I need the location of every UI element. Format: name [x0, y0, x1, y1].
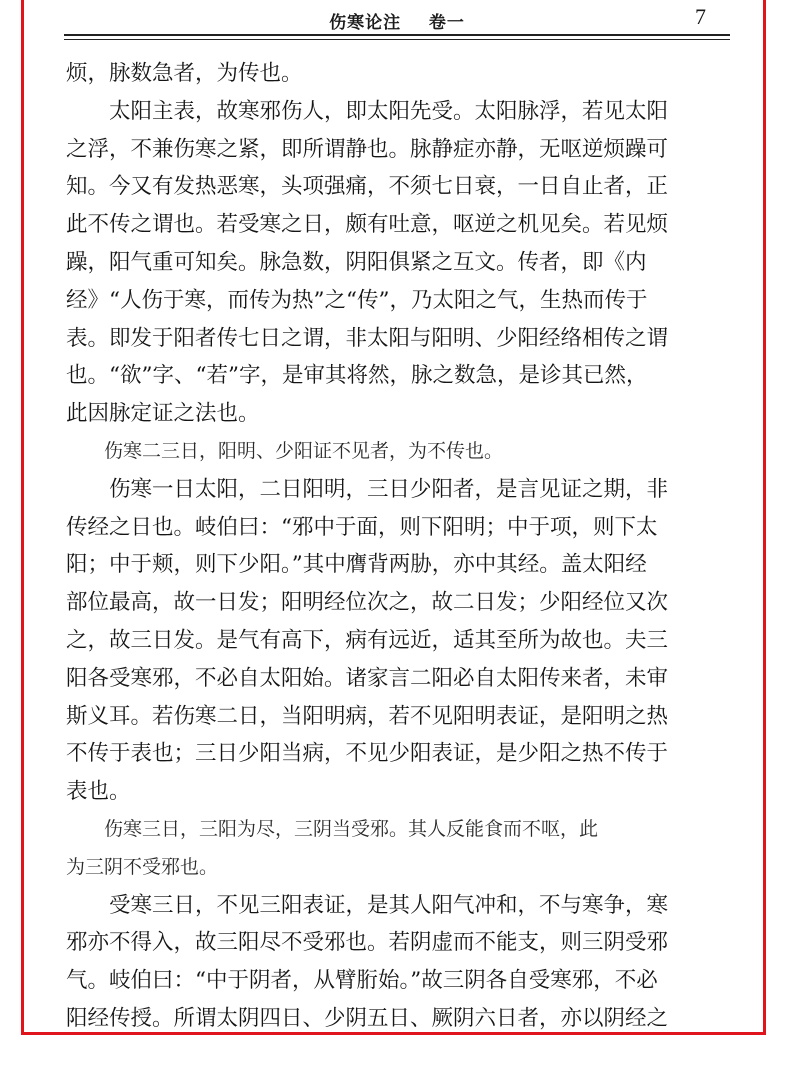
text-line: 不传于表也；三日少阳当病，不见少阳表证，是少阳之热不传于	[66, 741, 669, 767]
text-line: 受寒三日，不见三阳表证，是其人阳气冲和，不与寒争，寒	[66, 892, 669, 918]
text-line: 气。岐伯曰：“中于阴者，从臂胻始。”故三阴各自受寒邪，不必	[66, 968, 658, 994]
text-line: 伤寒一日太阳，二日阳明，三日少阳者，是言见证之期，非	[66, 476, 669, 502]
header-rule-thin	[64, 39, 730, 40]
text-line: 此不传之谓也。若受寒之日，颇有吐意，呕逆之机见矣。若见烦	[66, 212, 669, 238]
text-line: 经》“人伤于寒，而传为热”之“传”，乃太阳之气，生热而传于	[66, 287, 648, 313]
text-line: 躁，阳气重可知矣。脉急数，阴阳俱紧之互文。传者，即《内	[66, 249, 647, 275]
text-line: 表。即发于阳者传七日之谓，非太阳与阳明、少阳经络相传之谓	[66, 325, 669, 351]
quoted-text-line: 伤寒二三日，阳明、少阳证不见者，为不传也。	[66, 439, 504, 462]
text-line: 部位最高，故一日发；阳明经位次之，故二日发；少阳经位又次	[66, 590, 669, 616]
text-line: 斯义耳。若伤寒二日，当阳明病，若不见阳明表证，是阳明之热	[66, 703, 669, 729]
text-line: 阳各受寒邪，不必自太阳始。诸家言二阳必自太阳传来者，未审	[66, 665, 669, 691]
body-text	[66, 55, 730, 1038]
text-line: 太阳主表，故寒邪伤人，即太阳先受。太阳脉浮，若见太阳	[66, 98, 669, 124]
page-number: 7	[695, 4, 706, 29]
text-line: 阳；中于颊，则下少阳。”其中膺背两胁，亦中其经。盖太阳经	[66, 552, 647, 578]
text-line: 表也。	[66, 779, 131, 805]
text-line: 此因脉定证之法也。	[66, 401, 260, 427]
header-rule-thick	[64, 34, 730, 36]
text-line: 传经之日也。岐伯曰：“邪中于面，则下阳明；中于项，则下太	[66, 514, 658, 540]
running-header	[64, 4, 730, 32]
quoted-text-line: 伤寒三日，三阳为尽，三阴当受邪。其人反能食而不呕，此	[66, 817, 599, 840]
text-line: 也。“欲”字、“若”字，是审其将然，脉之数急，是诊其已然，	[66, 363, 648, 389]
header-title: 伤寒论注 卷一	[329, 13, 465, 33]
text-line: 知。今又有发热恶寒，头项强痛，不须七日衰，一日自止者，正	[66, 174, 669, 200]
text-line: 之，故三日发。是气有高下，病有远近，适其至所为故也。夫三	[66, 627, 669, 653]
text-line: 阳经传授。所谓太阴四日、少阴五日、厥阴六日者，亦以阴经之	[66, 1005, 669, 1031]
text-line: 之浮，不兼伤寒之紧，即所谓静也。脉静症亦静，无呕逆烦躁可	[66, 136, 669, 162]
quoted-text-line: 为三阴不受邪也。	[66, 855, 219, 878]
text-line: 邪亦不得入，故三阳尽不受邪也。若阴虚而不能支，则三阴受邪	[66, 930, 669, 956]
text-line: 烦，脉数急者，为传也。	[66, 61, 303, 86]
